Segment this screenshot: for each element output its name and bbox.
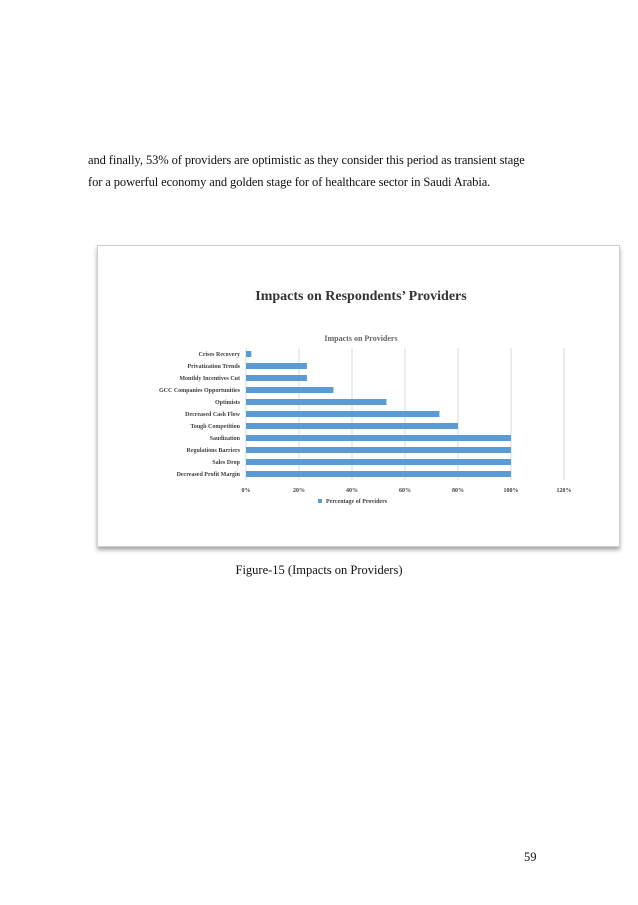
category-label: Decreased Profit Margin [176, 472, 240, 478]
bar [246, 375, 307, 381]
impacts-chart [98, 246, 619, 546]
legend-label: Percentage of Providers [326, 499, 388, 505]
x-tick-label: 100% [503, 488, 519, 494]
category-label: Saudization [209, 436, 240, 442]
bar [246, 363, 307, 369]
category-label: Crises Recovery [198, 352, 240, 358]
paragraph-line-2: for a powerful economy and golden stage for of healthcare sector in Saudi Arabia. [88, 175, 491, 189]
figure-frame [97, 245, 620, 547]
page-number: 59 [524, 850, 537, 864]
x-tick-label: 0% [241, 488, 251, 494]
chart-subtitle: Impacts on Providers [324, 334, 398, 343]
x-tick-label: 60% [399, 488, 411, 494]
bar [246, 459, 511, 465]
legend-swatch [318, 499, 322, 503]
bar [246, 435, 511, 441]
x-tick-label: 20% [293, 488, 305, 494]
x-tick-label: 80% [452, 488, 464, 494]
bar [246, 423, 458, 429]
x-tick-label: 40% [346, 488, 358, 494]
category-label: Sales Drop [212, 460, 240, 466]
bar [246, 399, 386, 405]
figure-caption: Figure-15 (Impacts on Providers) [235, 563, 403, 577]
category-label: Regulations Barriers [186, 448, 240, 454]
bar [246, 411, 439, 417]
category-label: GCC Companies Opportunities [158, 388, 240, 394]
category-label: Optimists [214, 400, 240, 406]
category-label: Decreased Cash Flow [185, 412, 240, 418]
bar [246, 447, 511, 453]
category-label: Privatization Trends [187, 364, 240, 370]
bar [246, 471, 511, 477]
category-label: Monthly Incentives Cut [179, 376, 240, 382]
x-tick-label: 120% [556, 488, 572, 494]
category-label: Tough Competition [190, 424, 240, 430]
bar [246, 351, 251, 357]
bar [246, 387, 333, 393]
paragraph-line-1: and finally, 53% of providers are optimistic as they consider this period as transient stage [88, 153, 525, 167]
chart-title: Impacts on Respondents’ Providers [255, 289, 467, 304]
